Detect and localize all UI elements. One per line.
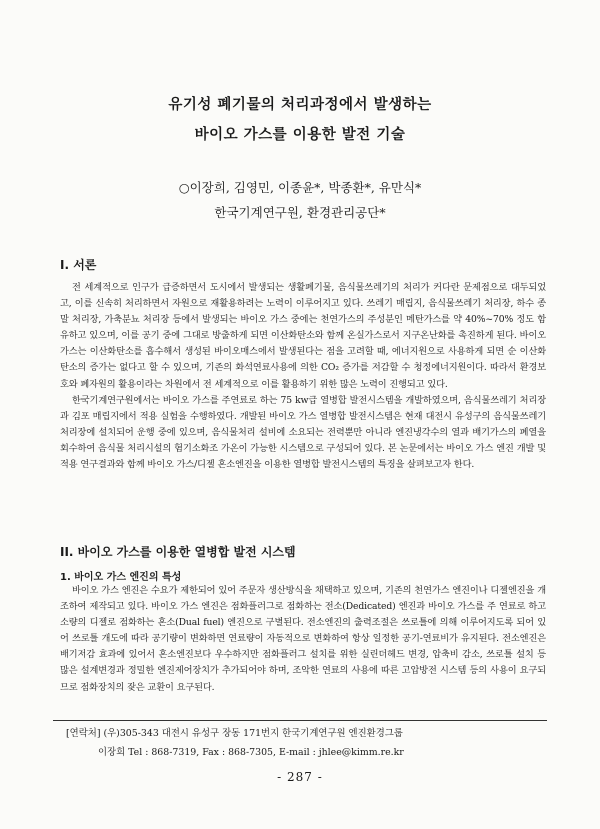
paper-title-line1: 유기성 폐기물의 처리과정에서 발생하는: [168, 97, 432, 113]
section-heading-introduction: I. 서론: [60, 258, 97, 272]
engine-body: [60, 583, 546, 696]
section-heading-system: II. 바이오 가스를 이용한 열병합 발전 시스템: [60, 545, 296, 559]
engine-paragraph-1: 바이오 가스 엔진은 수요가 제한되어 있어 주문자 생산방식을 채택하고 있으며, 기존의 천연가스 엔진이나 디젤엔진을 개조하여 제작되고 있다. 바이오 가스 엔진은 점화플러그로 점화하는 전소(Dedicated) 엔진과 바이오 가스를 주 연료로 하고 소량의 디젤로 점화하는 혼소(Dual fuel) 엔진으로 구별된다. 전소엔진의 출력조절은 쓰로틀에 의해 이루어지도록 되어 있어 쓰로틀 개도에 따라 공기량이 변화하면 연료량이 자동적으로 변화하여 항상 일정한 공기-연료비가 유지된다. 전소엔진은 배기저감 효과에 있어서 혼소엔진보다 우수하지만 점화플러그 설치를 위한 실린더헤드 변경, 압축비 감소, 쓰로틀 설치 등 많은 설계변경과 정밀한 엔진제어장치가 추가되어야 하며, 조악한 연료의 사용에 따른 고압방전 시스템 등의 사용이 요구되므로 점화장치의 잦은 교환이 요구된다.: [60, 585, 546, 693]
footnote-rule: [53, 720, 547, 721]
introduction-body: [60, 280, 546, 473]
contact-details: 이장희 Tel : 868-7319, Fax : 868-7305, E-mail : jhlee@kimm.re.kr: [98, 747, 404, 758]
affiliation-list: 한국기계연구원, 환경관리공단*: [214, 205, 386, 220]
page-number: - 287 -: [277, 770, 323, 784]
author-list: ○이장희, 김영민, 이종윤*, 박종환*, 유만식*: [178, 180, 422, 195]
contact-address: [연락처] (우)305-343 대전시 유성구 장동 171번지 한국기계연구원 엔진환경그룹: [66, 728, 403, 739]
subsection-heading-engine: 1. 바이오 가스 엔진의 특성: [60, 572, 182, 583]
paper-title-line2: 바이오 가스를 이용한 발전 기술: [194, 127, 406, 143]
introduction-paragraph-1: 전 세계적으로 인구가 급증하면서 도시에서 발생되는 생활폐기물, 음식물쓰레기의 처리가 커다란 문제점으로 대두되었고, 이를 신속히 처리하면서 자원으로 재활용하려는 노력이 이루어지고 있다. 쓰레기 매립지, 음식물쓰레기 처리장, 하수 종말 처리장, 가축분뇨 처리장 등에서 발생되는 바이오 가스 중에는 천연가스의 주성분인 메탄가스를 약 40%~70% 정도 함유하고 있으며, 이를 공기 중에 그대로 방출하게 되면 이산화탄소와 함께 온실가스로서 지구온난화를 촉진하게 된다. 바이오 가스는 이산화탄소를 흡수해서 생성된 바이오매스에서 발생된다는 점을 고려할 때, 에너지원으로 사용하게 되면 순 이산화탄소의 증가는 없다고 할 수 있으며, 기존의 화석연료사용에 의한 CO₂ 증가를 저감할 수 청정에너지원이다. 따라서 환경보호와 폐자원의 활용이라는 차원에서 전 세계적으로 이를 활용하기 위한 많은 노력이 진행되고 있다.: [60, 282, 546, 390]
contact-info: [66, 724, 546, 762]
introduction-paragraph-2: 한국기계연구원에서는 바이오 가스를 주연료로 하는 75 kw급 열병합 발전시스템을 개발하였으며, 음식물쓰레기 처리장과 김포 매립지에서 적용 실험을 수행하였다. 개발된 바이오 가스 열병합 발전시스템은 현재 대전시 유성구의 음식물쓰레기 처리장에 설치되어 운행 중에 있으며, 음식물처리 설비에 소요되는 전력뿐만 아니라 엔진냉각수의 열과 배기가스의 폐열을 회수하여 음식물 처리시설의 혐기소화조 가온이 가능한 시스템으로 구성되어 있다. 본 논문에서는 바이오 가스 엔진 개발 및 적용 연구결과와 함께 바이오 가스/디젤 혼소엔진을 이용한 열병합 발전시스템의 특징을 살펴보고자 한다.: [60, 394, 546, 471]
